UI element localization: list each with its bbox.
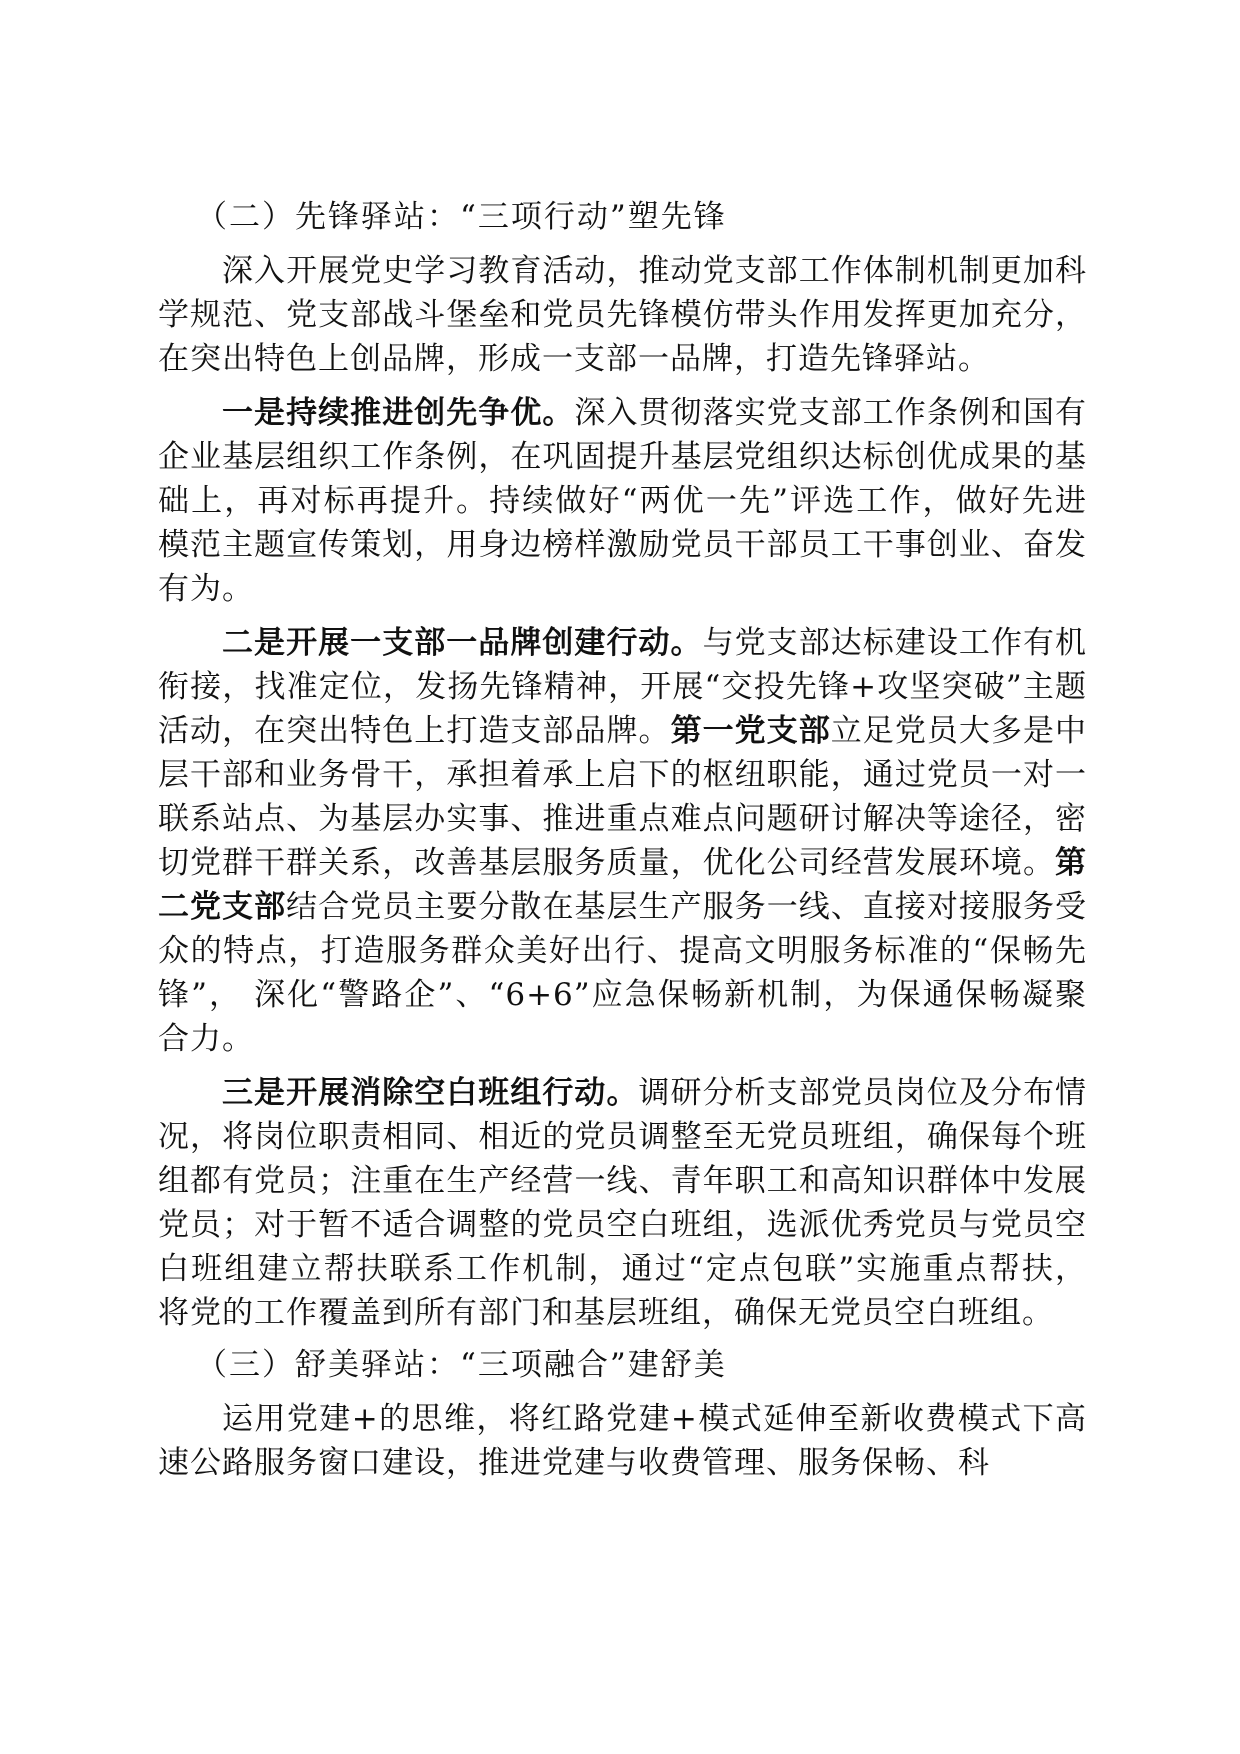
paragraph-2-lead: 二是开展一支部一品牌创建行动。: [222, 625, 703, 661]
intro-paragraph: 深入开展党史学习教育活动，推动党支部工作体制机制更加科学规范、党支部战斗堡垒和党员先锋模仿带头作用发挥更加充分，在突出特色上创品牌，形成一支部一品牌，打造先锋驿站。: [158, 253, 1087, 377]
paragraph-2-text-b: 立足党员大多是中层干部和业务骨干，承担着承上启下的枢纽职能，通过党员一对一联系站点、为基层办实事、推进重点难点问题研讨解决等途径，密切党群干群关系，改善基层服务质量，优化公司经营发展环境。: [158, 713, 1088, 881]
paragraph-1-lead: 一是持续推进创先争优。: [222, 395, 575, 431]
paragraph-1: [158, 391, 1087, 611]
paragraph-3: [158, 1071, 1087, 1335]
first-branch-label: 第一党支部: [670, 713, 831, 749]
paragraph-3-lead: 三是开展消除空白班组行动。: [222, 1075, 639, 1111]
second-branch-label: 第二党支部: [158, 845, 1087, 925]
section-heading-3: （三）舒美驿站：“三项融合”建舒美: [196, 1347, 727, 1383]
paragraph-2-text-a: 与党支部达标建设工作有机衔接，找准定位，发扬先锋精神，开展“交投先锋+攻坚突破”主题活动，在突出特色上打造支部品牌。: [158, 625, 1088, 749]
paragraph-2-text-c: 结合党员主要分散在基层生产服务一线、直接对接服务受众的特点，打造服务群众美好出行、提高文明服务标准的“保畅先锋”， 深化“警路企”、“6+6”应急保畅新机制，为保通保畅凝聚合力。: [158, 889, 1088, 1057]
last-paragraph: 运用党建+的思维，将红路党建+模式延伸至新收费模式下高速公路服务窗口建设，推进党建与收费管理、服务保畅、科: [158, 1401, 1087, 1481]
paragraph-1-text: 深入贯彻落实党支部工作条例和国有企业基层组织工作条例，在巩固提升基层党组织达标创优成果的基础上，再对标再提升。持续做好“两优一先”评选工作，做好先进模范主题宣传策划，用身边榜样激励党员干部员工干事创业、奋发有为。: [158, 395, 1087, 607]
paragraph-2: [158, 621, 1087, 1061]
section-heading-2: （二）先锋驿站：“三项行动”塑先锋: [196, 199, 727, 235]
paragraph-3-text: 调研分析支部党员岗位及分布情况，将岗位职责相同、相近的党员调整至无党员班组，确保每个班组都有党员；注重在生产经营一线、青年职工和高知识群体中发展党员；对于暂不适合调整的党员空白班组，选派优秀党员与党员空白班组建立帮扶联系工作机制，通过“定点包联”实施重点帮扶，将党的工作覆盖到所有部门和基层班组，确保无党员空白班组。: [158, 1075, 1087, 1331]
